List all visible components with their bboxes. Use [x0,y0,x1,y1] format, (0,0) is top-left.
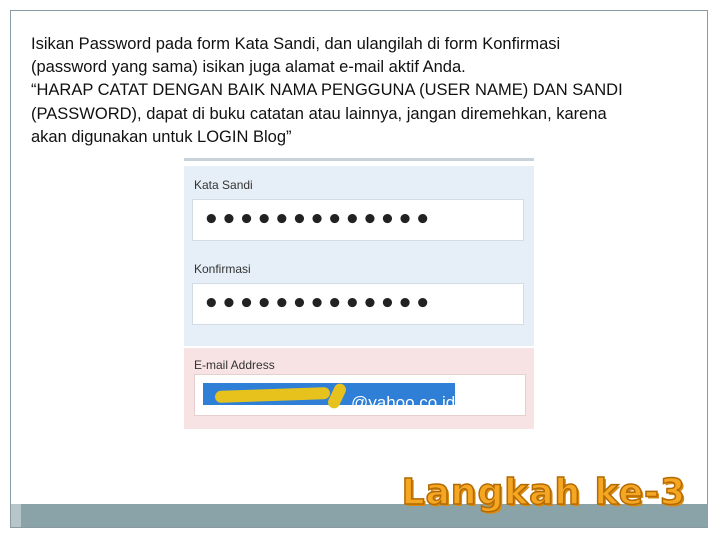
email-label: E-mail Address [194,358,275,372]
signup-form-screenshot [184,158,534,428]
instruction-text [31,33,701,149]
instruction-line: (PASSWORD), dapat di buku catatan atau lainnya, jangan diremehkan, karena [31,104,607,123]
instruction-line: “HARAP CATAT DENGAN BAIK NAMA PENGGUNA (USER NAME) DAN SANDI [31,81,623,100]
slide-bottom-notch [11,504,21,527]
redaction-scribble [326,382,348,411]
email-domain-text: @yahoo.co.id [351,393,456,412]
email-input[interactable] [194,374,526,416]
password-section [184,166,534,346]
form-top-border [184,158,534,161]
confirm-password-input[interactable]: ••••••••••••• [192,283,524,325]
email-text-selection [203,383,456,412]
step-title: Langkah ke-3 [401,472,686,513]
instruction-line: akan digunakan untuk LOGIN Blog” [31,127,292,146]
password-input[interactable]: ••••••••••••• [192,199,524,241]
email-section [184,348,534,429]
instruction-line: Isikan Password pada form Kata Sandi, dan ulangilah di form Konfirmasi [31,35,561,53]
redaction-scribble [215,387,330,403]
confirm-password-label: Konfirmasi [194,262,251,276]
password-label: Kata Sandi [194,178,253,192]
instruction-line: (password yang sama) isikan juga alamat e-mail aktif Anda. [31,58,466,77]
